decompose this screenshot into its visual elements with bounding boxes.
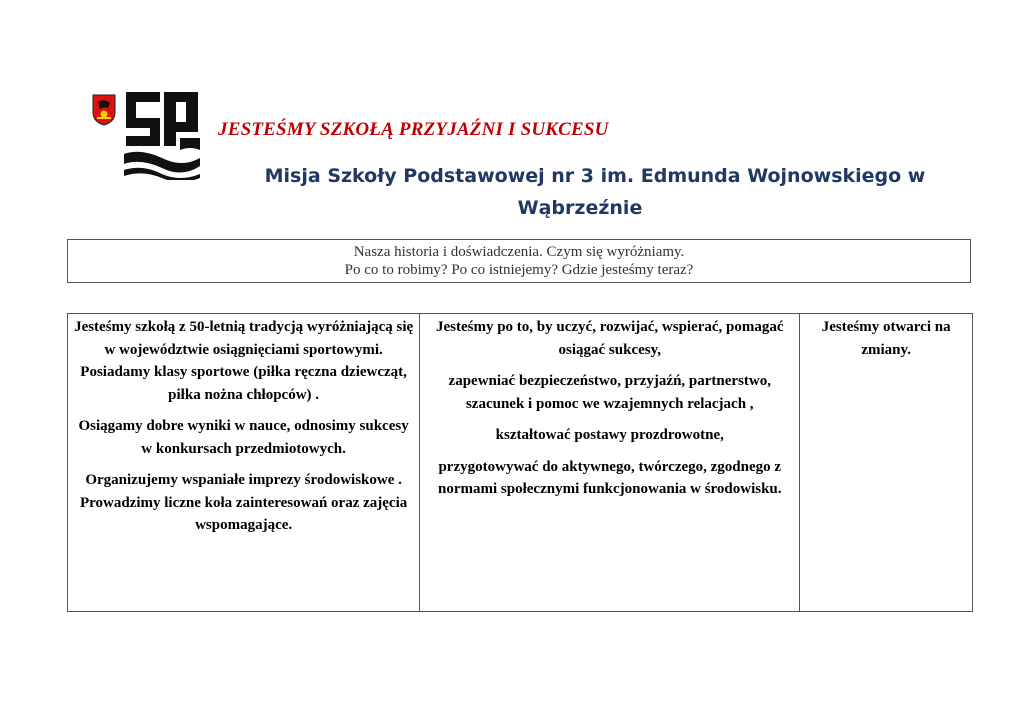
coat-of-arms-icon: [92, 94, 116, 126]
paragraph: Osiągamy dobre wyniki w nauce, odnosimy sukcesy w konkursach przedmiotowych.: [78, 418, 409, 457]
paragraph: Organizujemy wspaniałe imprezy środowiskowe . Prowadzimy liczne koła zainteresowań oraz zajęcia wspomagające.: [79, 472, 408, 533]
intro-box: [67, 239, 971, 283]
mission-table: [67, 313, 973, 612]
mission-title-line2: Wąbrzeźnie: [517, 197, 643, 219]
paragraph: Jesteśmy szkołą z 50-letnią tradycją wyróżniającą się w województwie osiągnięciami sportowymi. Posiadamy klasy sportowe (piłka ręczna dziewcząt, piłka nożna chłopców) .: [74, 319, 414, 403]
school-motto: JESTEŚMY SZKOŁĄ PRZYJAŹNI I SUKCESU: [218, 119, 609, 140]
paragraph: Jesteśmy po to, by uczyć, rozwijać, wspierać, pomagać osiągać sukcesy,: [435, 319, 784, 358]
paragraph: zapewniać bezpieczeństwo, przyjaźń, partnerstwo, szacunek i pomoc we wzajemnych relacjach ,: [448, 373, 771, 412]
intro-line2: Po co to robimy? Po co istniejemy? Gdzie jesteśmy teraz?: [344, 262, 694, 278]
mission-title-line1: Misja Szkoły Podstawowej nr 3 im. Edmunda Wojnowskiego w: [264, 165, 926, 187]
paragraph: kształtować postawy prozdrowotne,: [495, 427, 724, 443]
table-cell-openness: [800, 314, 973, 612]
table-row: [68, 314, 973, 612]
paragraph: Jesteśmy otwarci na zmiany.: [821, 319, 951, 358]
mission-title: [200, 160, 960, 224]
table-cell-tradition: [68, 314, 420, 612]
school-sp3-logo-icon: [120, 88, 204, 180]
paragraph: przygotowywać do aktywnego, twórczego, zgodnego z normami społecznymi funkcjonowania w środowisku.: [438, 458, 782, 497]
intro-line1: Nasza historia i doświadczenia. Czym się wyróżniamy.: [353, 244, 685, 260]
table-cell-purpose: [420, 314, 800, 612]
